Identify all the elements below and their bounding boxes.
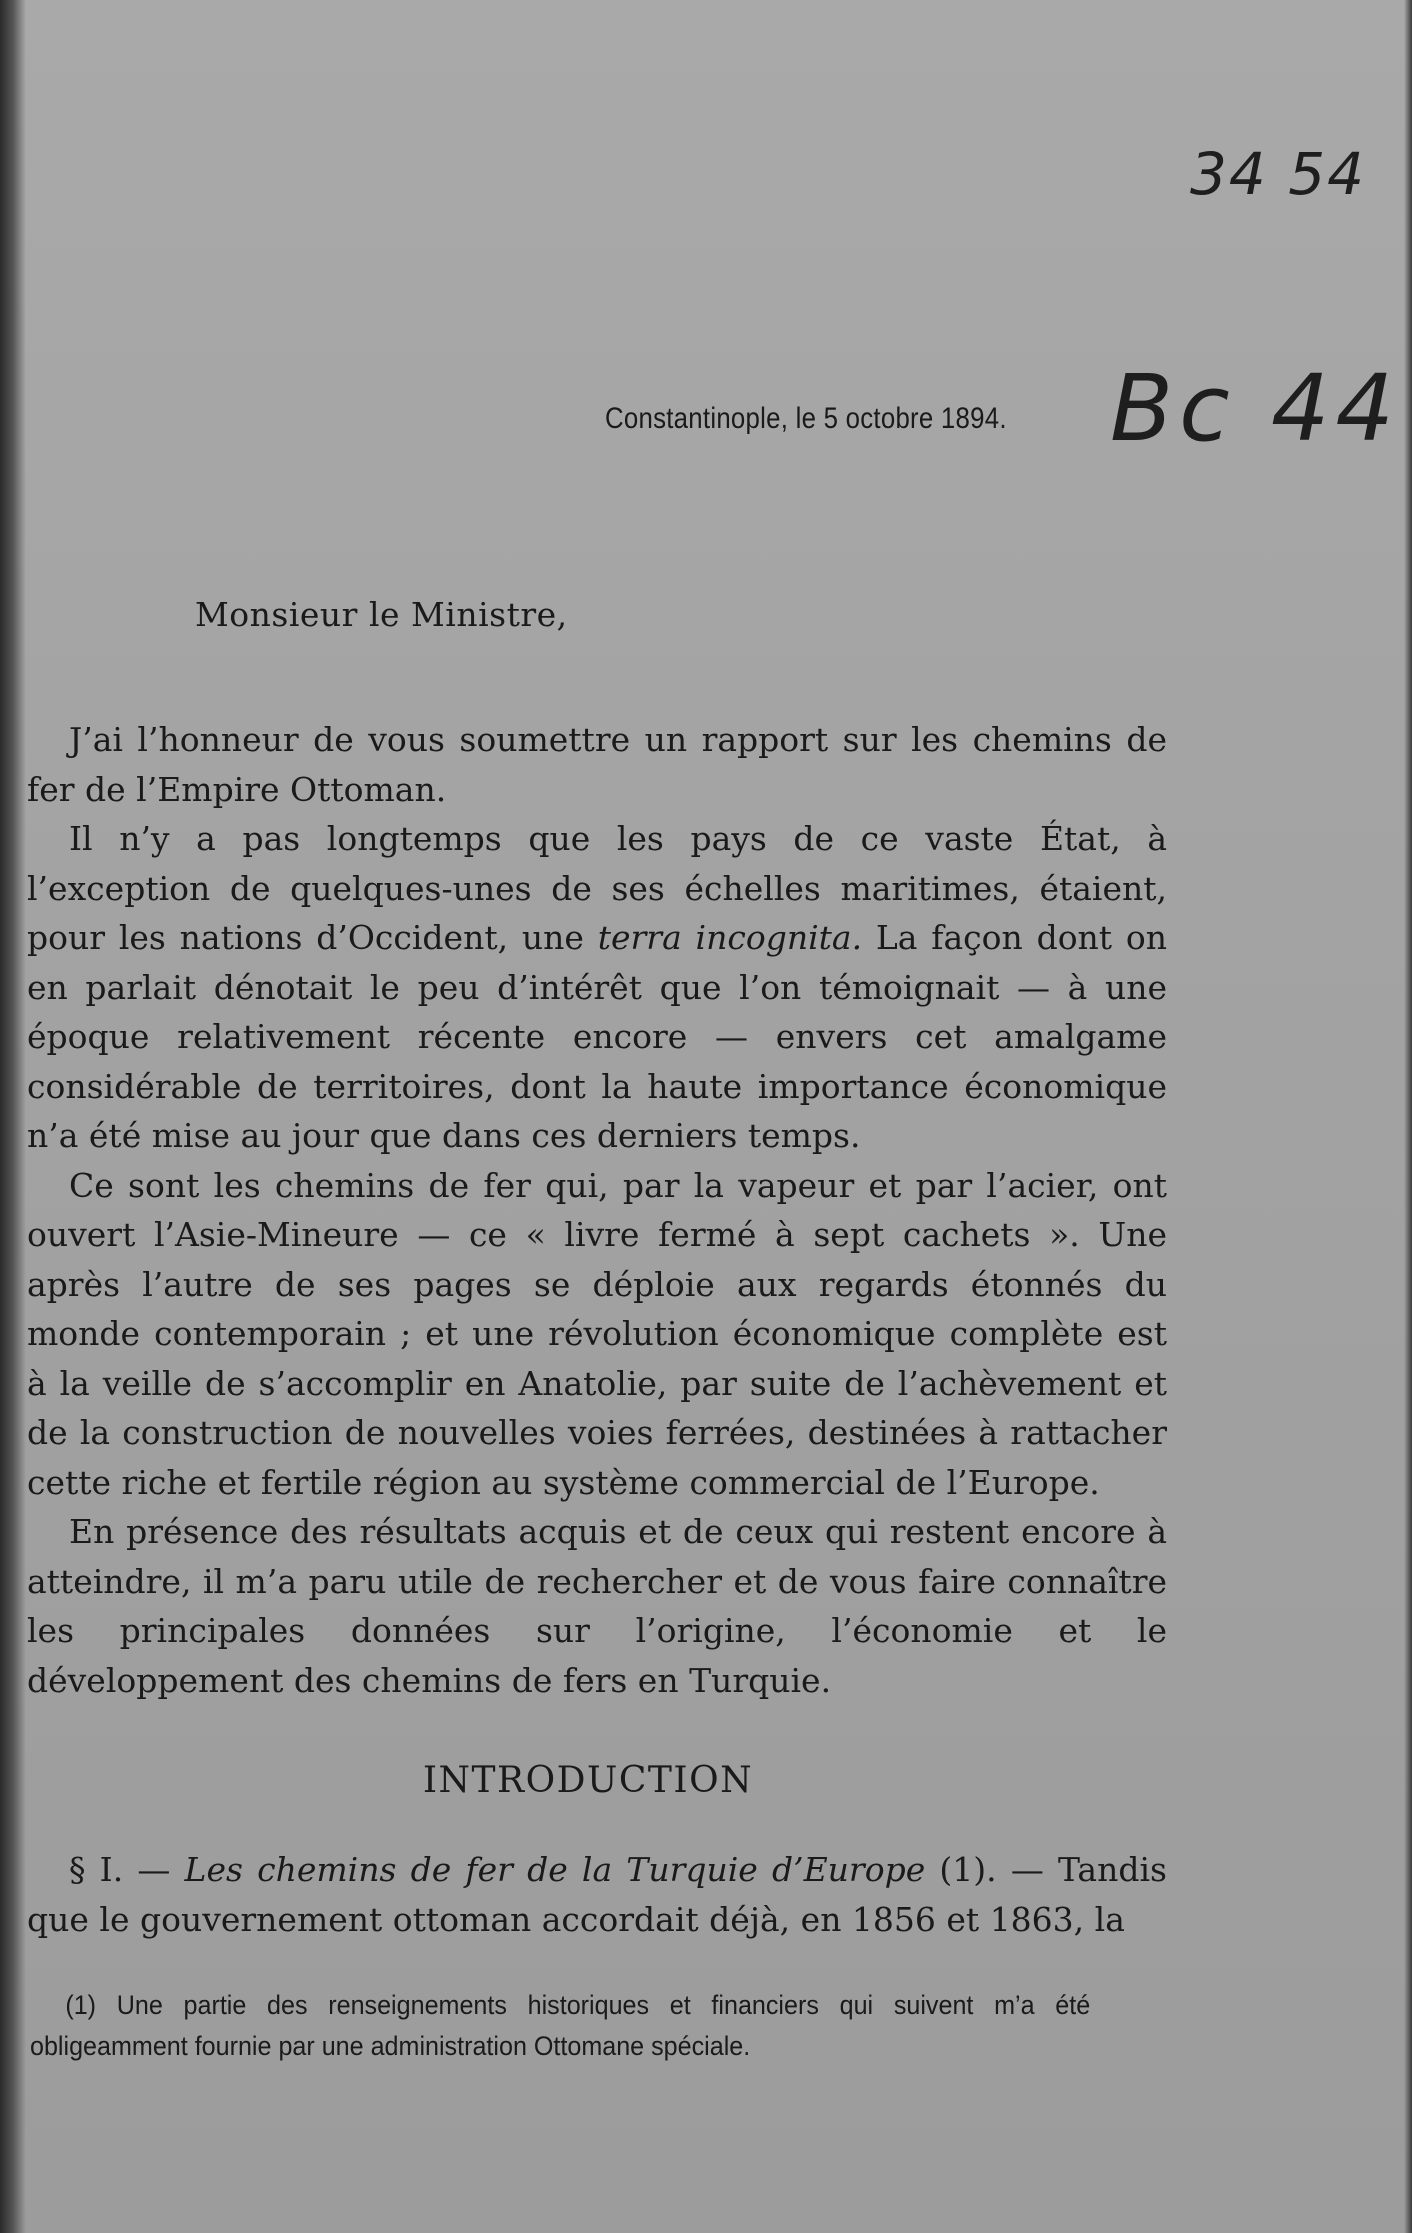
salutation: Monsieur le Ministre, (195, 595, 568, 634)
paragraph-2-continuation: La façon dont on en parlait dénotait le peu d’intérêt que l’on témoignait — à une époque relativement récente encore — envers cet amalgame considérable de territoires, dont la haute importance économique n’a été mise au jour que dans ces derniers temps. (27, 918, 1167, 1155)
letter-body (27, 715, 1167, 1705)
handwritten-number: 34 54 (1190, 140, 1367, 208)
footnote-paragraph (30, 1985, 1090, 2067)
paragraph-2-text: Il n’y a pas longtemps que les pays de ce vaste État, à l’exception de quelques-unes de ses échelles maritimes, étaient, pour les nations d’Occident, une (27, 819, 1167, 957)
paragraph-4: En présence des résultats acquis et de ceux qui restent encore à atteindre, il m’a paru utile de rechercher et de vous faire connaître les principales données sur l’origine, l’économie et le développement des chemins de fers en Turquie. (27, 1512, 1167, 1700)
paragraph-3: Ce sont les chemins de fer qui, par la vapeur et par l’acier, ont ouvert l’Asie-Mineure — ce « livre fermé à sept cachets ». Une après l’autre de ses pages se déploie aux regards étonnés du monde contemporain ; et une révolution économique complète est à la veille de s’accomplir en Anatolie, par suite de l’achèvement et de la construction de nouvelles voies ferrées, destinées à rattacher cette riche et fertile région au système commercial de l’Europe. (27, 1165, 1167, 1502)
section-paragraph (27, 1845, 1167, 1944)
handwritten-shelfmark: Bc 44 (1110, 355, 1401, 462)
section-first-paragraph (27, 1845, 1167, 1944)
paragraph-2 (27, 814, 1167, 1161)
section-text: . — Tandis que le gouvernement ottoman accordait déjà, en 1856 et 1863, la (27, 1850, 1167, 1939)
footnote (30, 1985, 1090, 2067)
dateline: Constantinople, le 5 octobre 1894. (605, 402, 1007, 435)
footnote-reference: (1) (939, 1850, 987, 1889)
italic-phrase: terra incognita. (597, 918, 863, 957)
footnote-text: Une partie des renseignements historiques et financiers qui suivent m’a été obligeamment fournie par une administration Ottomane spéciale. (30, 1990, 1091, 2061)
paragraph-1: J’ai l’honneur de vous soumettre un rapport sur les chemins de fer de l’Empire Ottoman. (27, 720, 1167, 809)
footnote-marker: (1) (65, 1990, 97, 2020)
section-title: Les chemins de fer de la Turquie d’Europe (184, 1850, 926, 1889)
section-prefix: § I. — (69, 1850, 185, 1889)
section-heading: INTRODUCTION (422, 1760, 754, 1801)
